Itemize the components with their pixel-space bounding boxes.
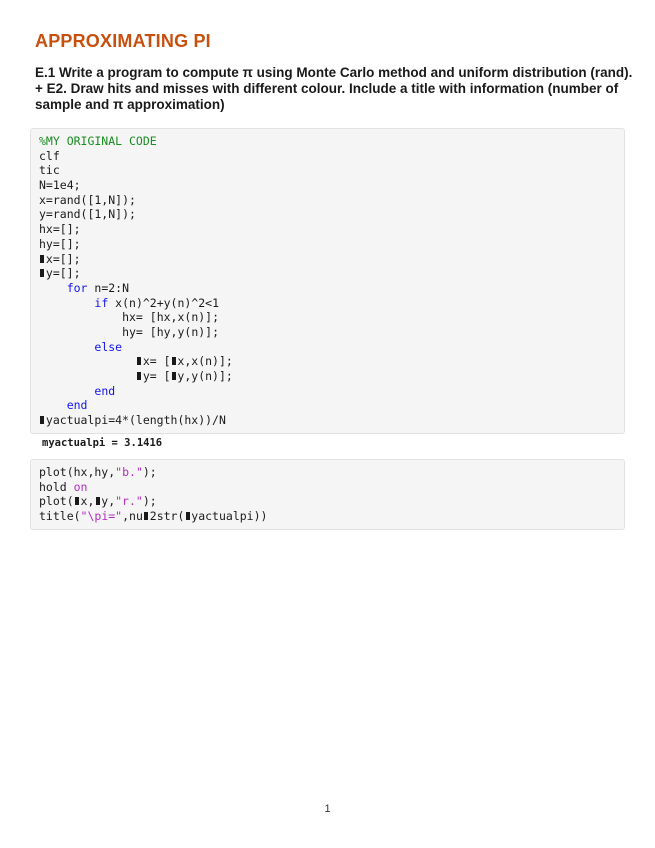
code-token: ,nu	[122, 509, 143, 524]
code-line	[39, 296, 616, 311]
exercise-heading: E.1 Write a program to compute π using Monte Carlo method and uniform distribution (rand). + E2. Draw hits and misses with different colour. Include a title with information (number of sample and π approximation)	[35, 65, 633, 112]
code-line	[39, 509, 616, 524]
code-token: hy= [hy,y(n)];	[39, 324, 220, 339]
code-token: );	[142, 494, 157, 509]
code-token: x,x(n)];	[177, 354, 233, 369]
code-line	[39, 163, 616, 178]
code-line	[39, 354, 616, 369]
code-line	[39, 465, 616, 480]
code-token: y,y(n)];	[177, 369, 233, 383]
code-token: y= [	[142, 369, 171, 383]
missing-glyph-box-icon	[172, 372, 176, 380]
code-token: hold	[39, 479, 74, 494]
code-token: x= [	[142, 354, 171, 369]
code-line	[39, 252, 616, 267]
code-line	[39, 193, 616, 208]
code-line	[39, 325, 616, 340]
missing-glyph-box-icon	[186, 512, 190, 520]
code-output-text: myactualpi = 3.1416	[42, 437, 163, 449]
code-token: 2str(	[149, 509, 185, 524]
code-token	[39, 369, 136, 383]
code-line	[39, 237, 616, 252]
code-token: y,	[101, 494, 116, 509]
code-token	[39, 281, 67, 295]
code-token: x=rand([1,N]);	[39, 192, 136, 207]
missing-glyph-box-icon	[172, 357, 176, 365]
code-token: plot(	[39, 494, 74, 509]
code-line	[39, 369, 616, 384]
code-token: clf	[39, 148, 60, 163]
code-token: N=1e4;	[39, 178, 81, 193]
code-token	[39, 340, 94, 354]
code-token: yactualpi=4*(length(hx))/N	[45, 413, 226, 428]
code-token: tic	[39, 163, 60, 178]
code-token	[39, 384, 94, 398]
code-token: y=[];	[45, 266, 81, 281]
code-token: "b."	[115, 465, 143, 479]
code-token: end	[66, 398, 88, 413]
code-token: hy=[];	[39, 236, 81, 251]
code-token: on	[73, 479, 88, 494]
code-line	[39, 207, 616, 222]
code-line	[39, 178, 616, 193]
code-line	[39, 340, 616, 355]
code-token: "r."	[115, 494, 143, 509]
code-line	[39, 480, 616, 495]
code-token: else	[94, 339, 123, 354]
code-token: x(n)^2+y(n)^2<1	[108, 295, 220, 310]
page-number: 1	[324, 803, 331, 815]
code-line	[39, 494, 616, 509]
code-line	[39, 134, 616, 149]
code-line	[39, 281, 616, 296]
code-token: for	[66, 280, 88, 295]
code-token: yactualpi))	[191, 509, 268, 524]
code-token: hx= [hx,x(n)];	[39, 310, 220, 325]
code-line	[39, 149, 616, 164]
code-token	[39, 296, 94, 310]
code-token: y=rand([1,N]);	[39, 207, 136, 222]
missing-glyph-box-icon	[40, 269, 44, 277]
code-token: x,	[80, 494, 95, 509]
missing-glyph-box-icon	[137, 357, 141, 365]
code-line	[39, 413, 616, 428]
code-line	[39, 384, 616, 399]
missing-glyph-box-icon	[137, 372, 141, 380]
code-token: plot(hx,hy,	[39, 465, 116, 479]
code-block-plot	[30, 459, 625, 530]
missing-glyph-box-icon	[144, 512, 148, 520]
missing-glyph-box-icon	[96, 497, 100, 505]
code-token: if	[94, 295, 109, 310]
code-token: %MY ORIGINAL CODE	[39, 134, 157, 148]
code-token	[39, 354, 136, 368]
missing-glyph-box-icon	[40, 416, 44, 424]
code-block-original	[30, 128, 625, 434]
code-line	[39, 398, 616, 413]
code-line	[39, 310, 616, 325]
missing-glyph-box-icon	[75, 497, 79, 505]
code-token: "\pi="	[80, 509, 123, 524]
code-token: n=2:N	[87, 280, 130, 295]
document-title: APPROXIMATING PI	[35, 31, 211, 51]
missing-glyph-box-icon	[40, 255, 44, 263]
code-line	[39, 266, 616, 281]
code-token: end	[94, 383, 116, 398]
code-token	[39, 398, 67, 412]
code-token: title(	[39, 509, 81, 524]
code-token: hx=[];	[39, 222, 81, 237]
code-token: x=[];	[45, 251, 81, 266]
code-token: );	[142, 465, 157, 479]
code-line	[39, 222, 616, 237]
